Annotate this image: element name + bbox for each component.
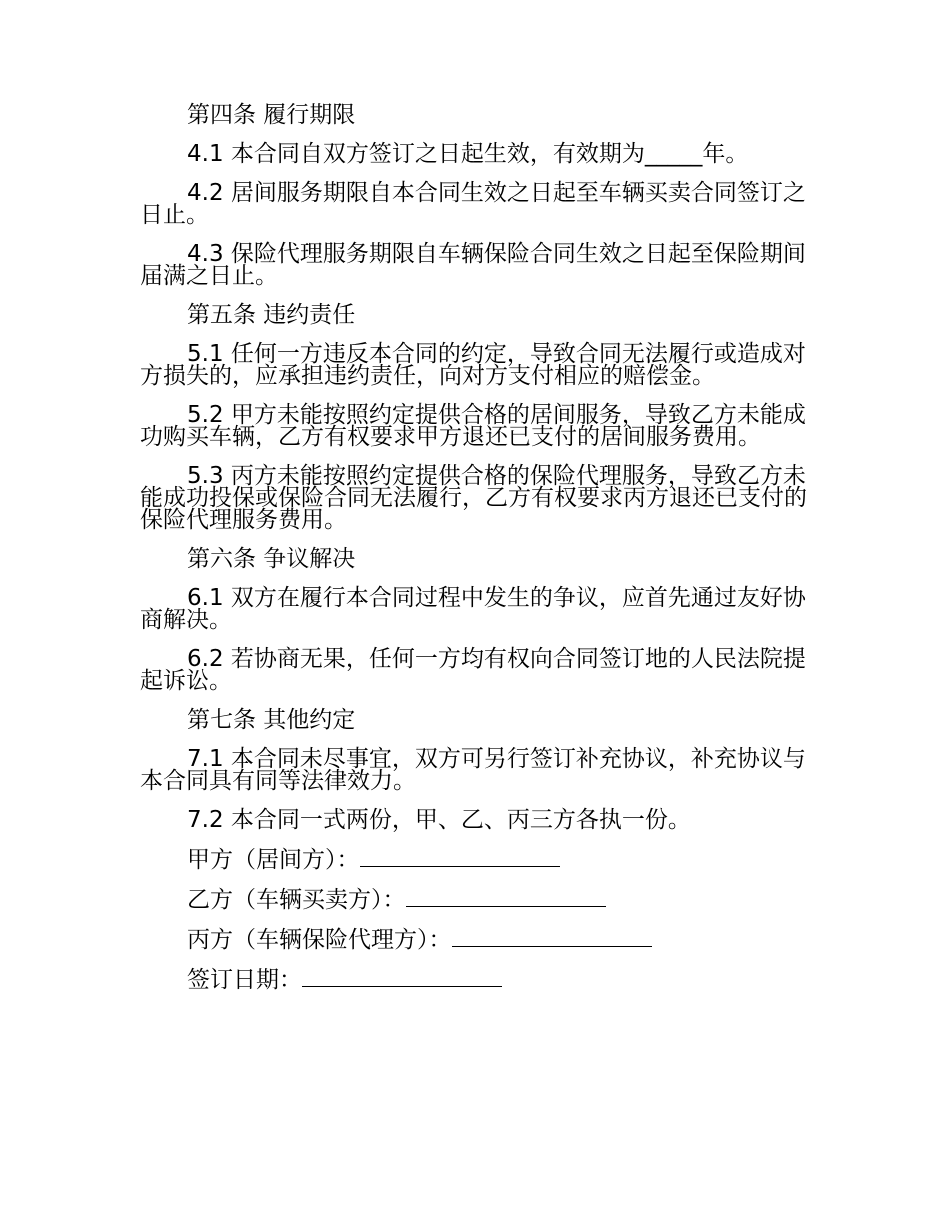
section-heading-6: 第六条 争议解决: [187, 546, 356, 572]
clause-5-1: 5.1 任何一方违反本合同的约定，导致合同无法履行或造成对方损失的，应承担违约责任，向对方支付相应的赔偿金。: [140, 341, 806, 389]
clause-6-1: 6.1 双方在履行本合同过程中发生的争议，应首先通过友好协商解决。: [140, 585, 806, 633]
signature-blank: [302, 968, 502, 987]
signature-label: 丙方（车辆保险代理方）：: [187, 927, 452, 953]
signature-label: 签订日期：: [187, 967, 302, 993]
section-heading-4: 第四条 履行期限: [187, 102, 356, 128]
signature-blank: [360, 848, 560, 867]
contract-page: [140, 104, 810, 991]
clause-6-2: 6.2 若协商无果，任何一方均有权向合同签订地的人民法院提起诉讼。: [140, 646, 806, 694]
signature-line-party-c: [140, 928, 810, 951]
clause-4-2: 4.2 居间服务期限自本合同生效之日起至车辆买卖合同签订之日止。: [140, 180, 806, 228]
clause-7-2: 7.2 本合同一式两份，甲、乙、丙三方各执一份。: [187, 807, 691, 833]
clause-5-3: 5.3 丙方未能按照约定提供合格的保险代理服务，导致乙方未能成功投保或保险合同无法履行，乙方有权要求丙方退还已支付的保险代理服务费用。: [140, 463, 807, 533]
clause-4-1: 4.1 本合同自双方签订之日起生效，有效期为_____年。: [187, 141, 749, 167]
signature-line-party-b: [140, 888, 810, 911]
signature-label: 甲方（居间方）：: [187, 847, 360, 873]
signature-label: 乙方（车辆买卖方）：: [187, 887, 406, 913]
signature-blank: [452, 928, 652, 947]
signature-line-party-a: [140, 848, 810, 871]
clause-5-2: 5.2 甲方未能按照约定提供合格的居间服务，导致乙方未能成功购买车辆，乙方有权要求甲方退还已支付的居间服务费用。: [140, 402, 806, 450]
signature-blank: [406, 888, 606, 907]
section-heading-5: 第五条 违约责任: [187, 302, 356, 328]
section-heading-7: 第七条 其他约定: [187, 707, 356, 733]
clause-4-3: 4.3 保险代理服务期限自车辆保险合同生效之日起至保险期间届满之日止。: [140, 241, 806, 289]
signature-line-date: [140, 968, 810, 991]
clause-7-1: 7.1 本合同未尽事宜，双方可另行签订补充协议，补充协议与本合同具有同等法律效力。: [140, 746, 806, 794]
